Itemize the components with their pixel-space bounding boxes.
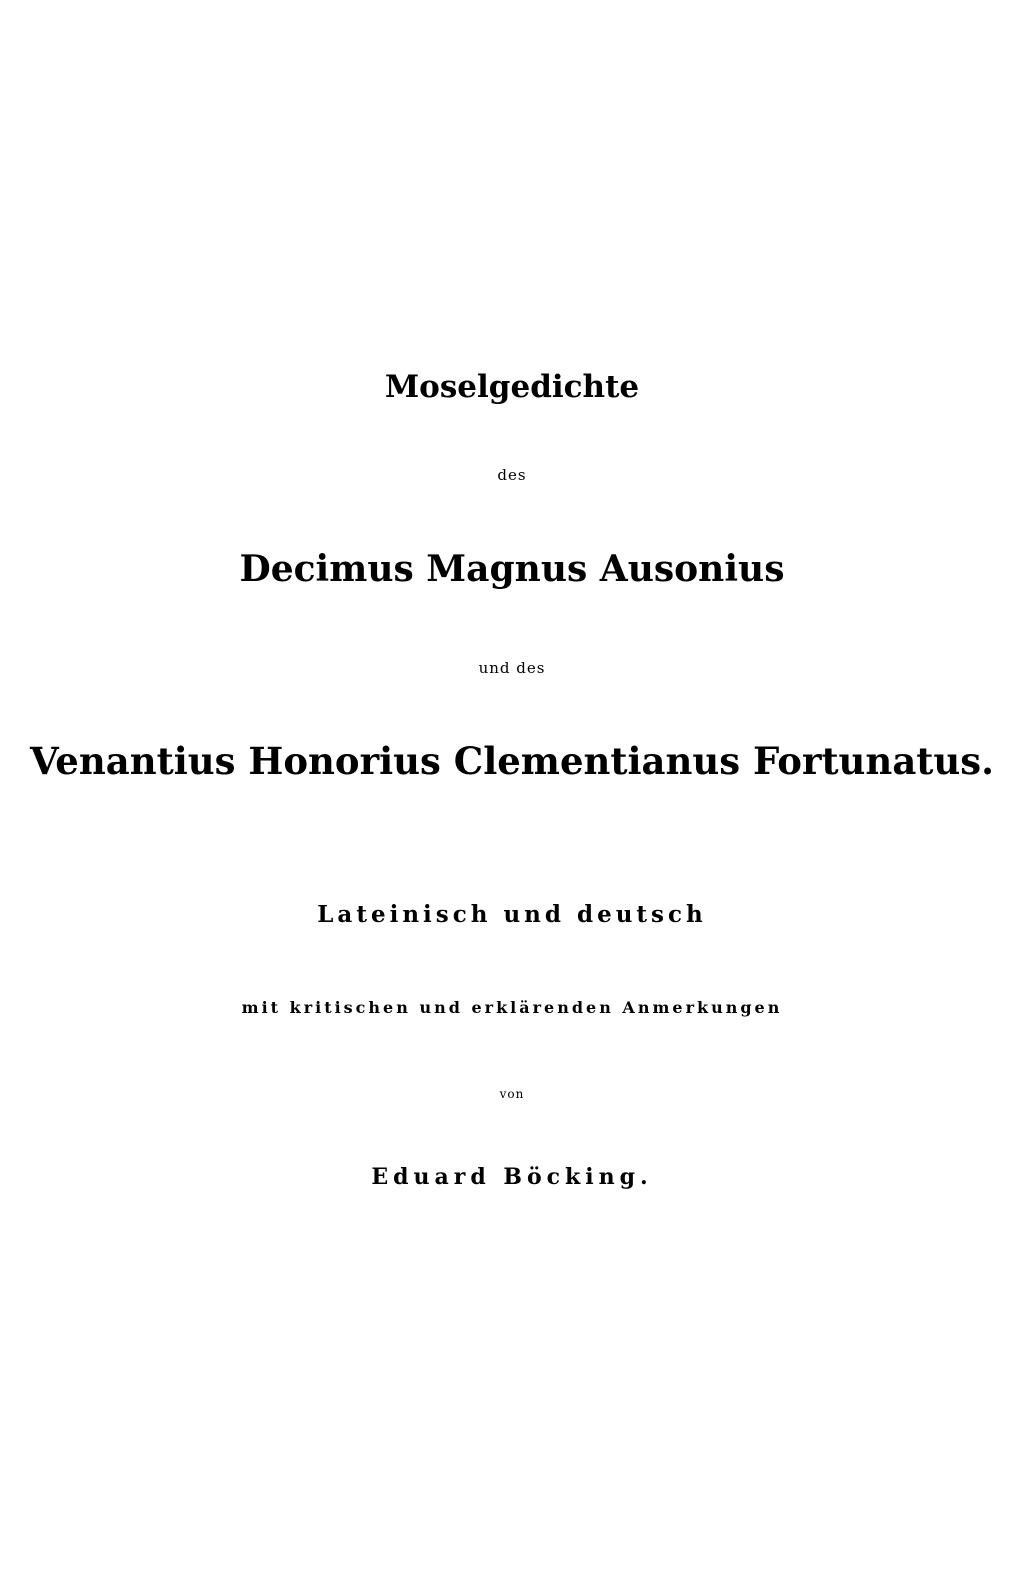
- connector-des: des: [497, 466, 527, 484]
- connector-von: von: [499, 1087, 525, 1101]
- language-note: Lateinisch und deutsch: [317, 901, 707, 928]
- book-title: Moselgedichte: [384, 369, 640, 405]
- editor-name: Eduard Böcking.: [371, 1164, 653, 1190]
- annotations-note: mit kritischen und erklärenden Anmerkungen: [241, 998, 783, 1017]
- author-ausonius: Decimus Magnus Ausonius: [239, 548, 785, 590]
- author-fortunatus: Venantius Honorius Clementianus Fortunatus.: [29, 739, 995, 783]
- connector-und-des: und des: [478, 659, 546, 677]
